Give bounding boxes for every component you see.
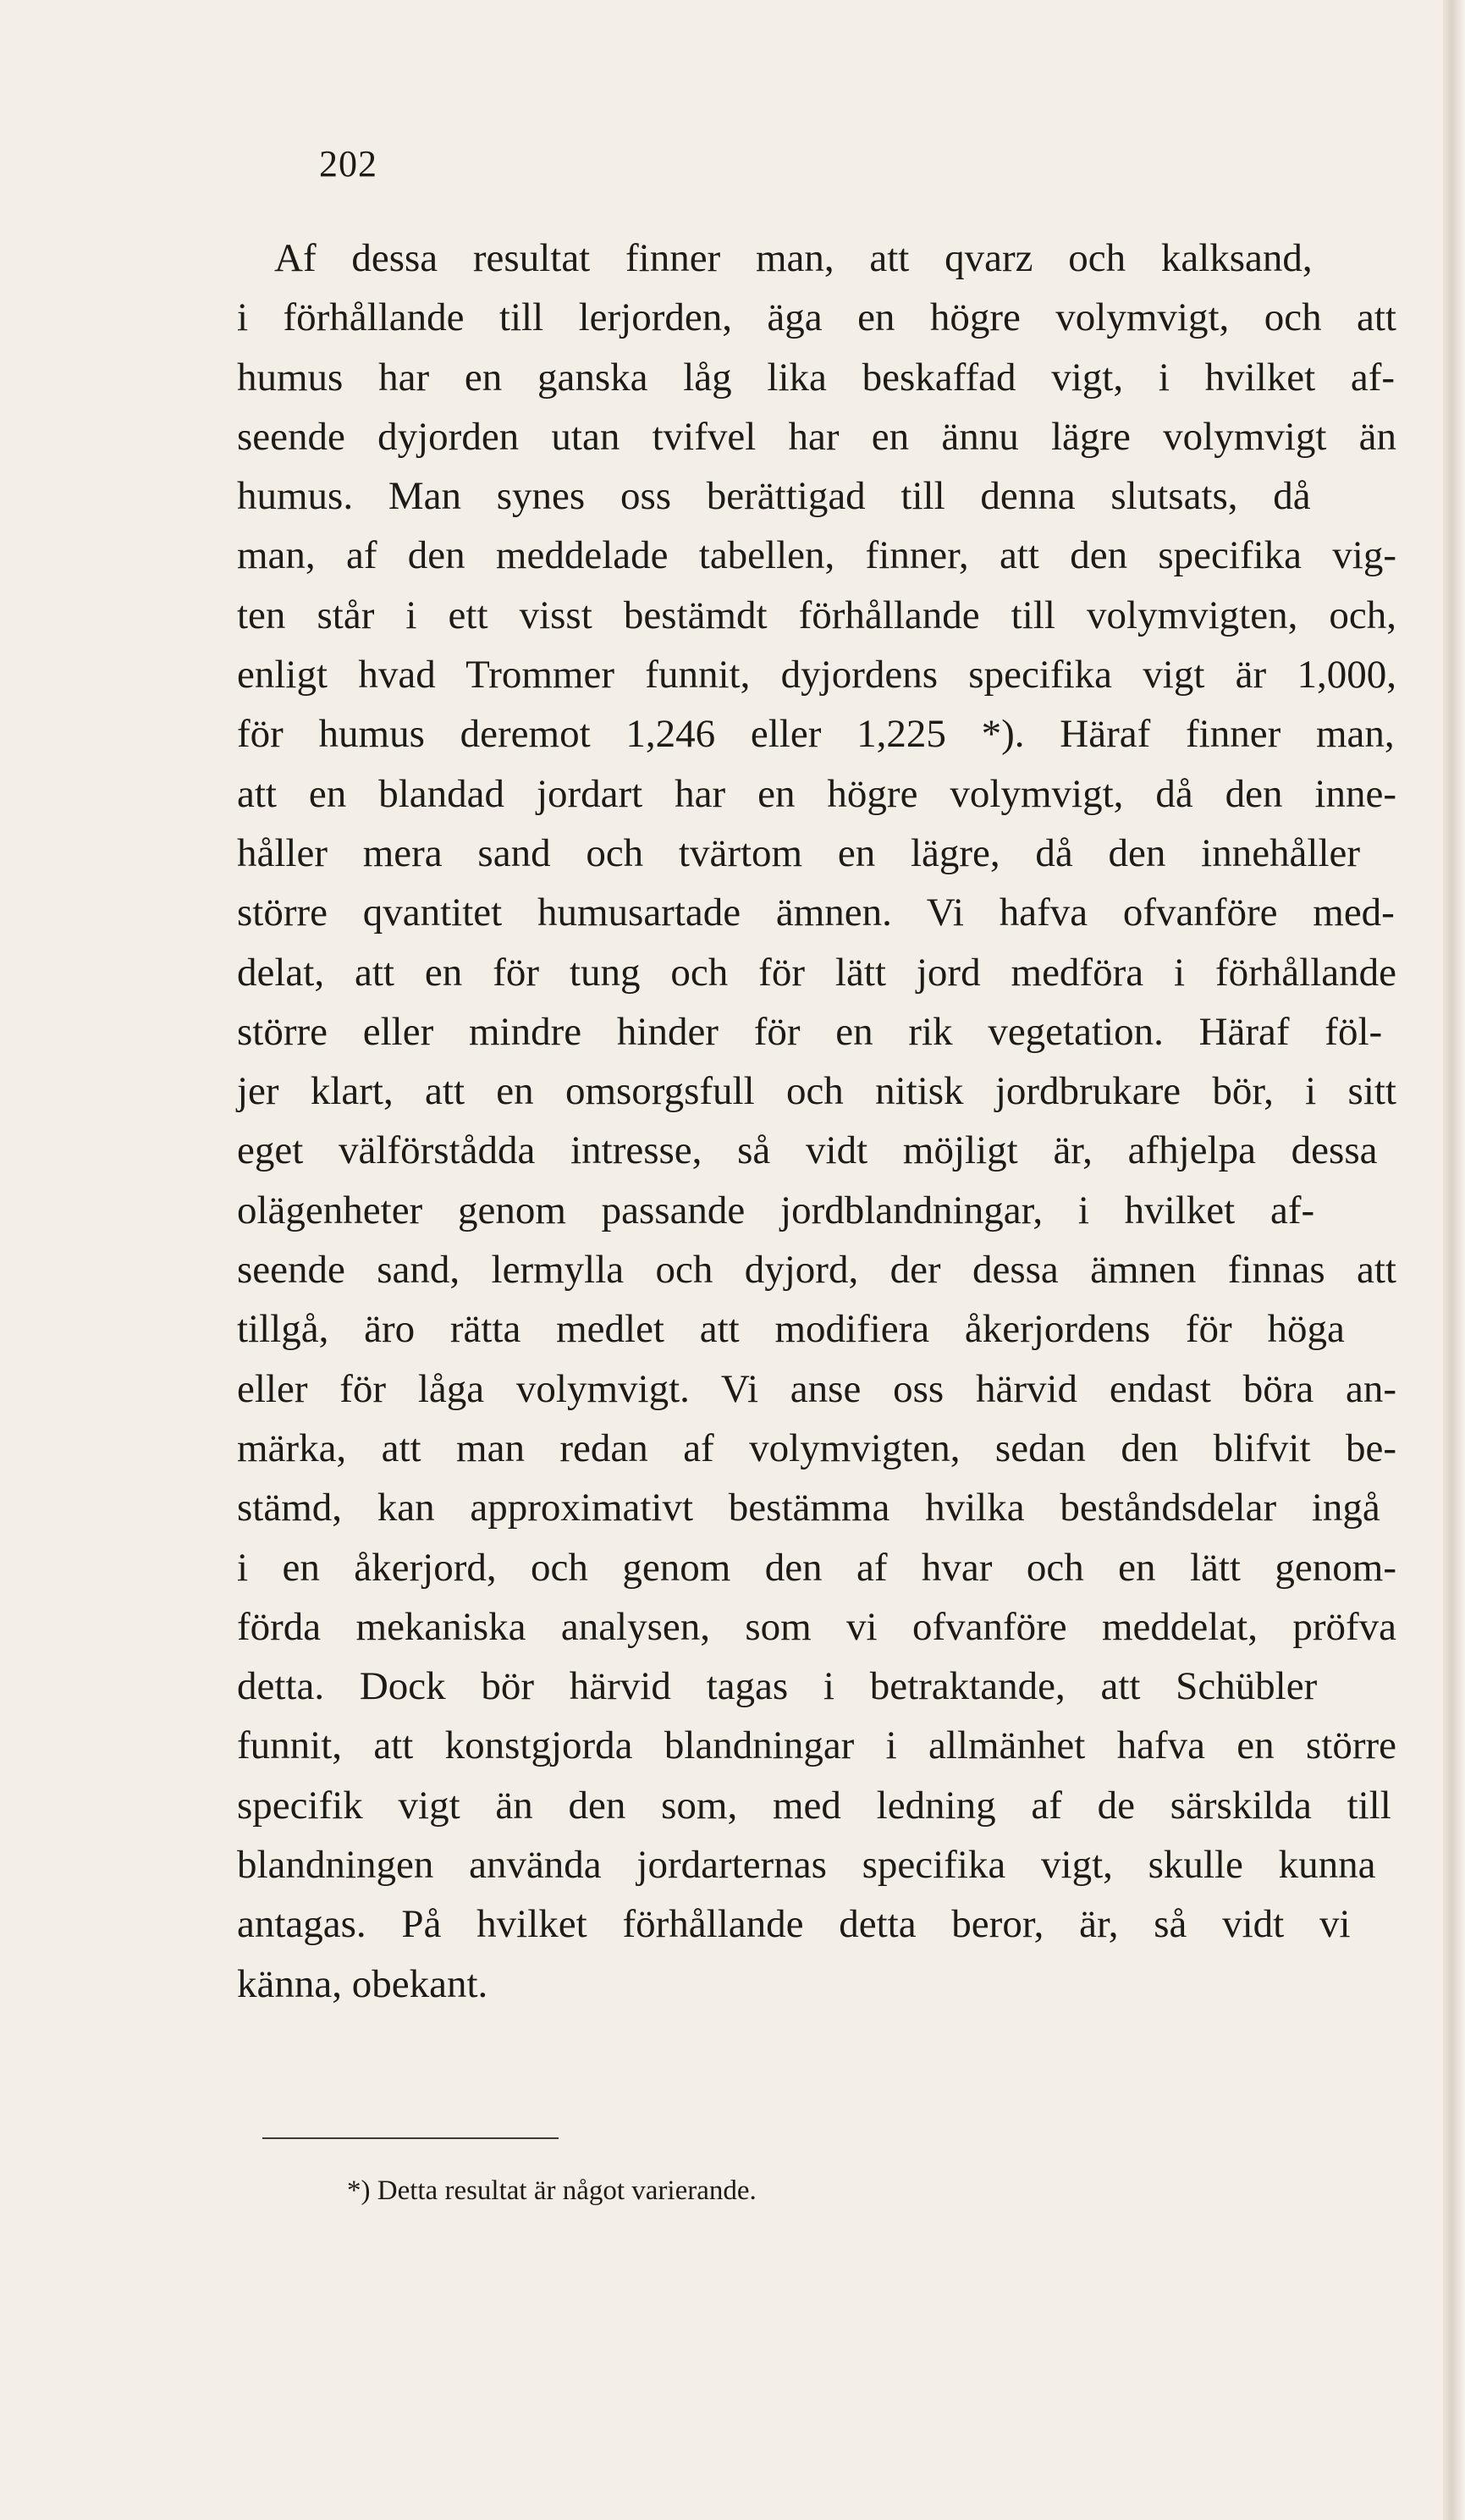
text-line: specifik vigt än den som, med ledning af de särskilda till	[237, 1783, 1391, 1828]
text-line: i en åkerjord, och genom den af hvar och en lätt genom-	[237, 1545, 1396, 1590]
text-line: seende sand, lermylla och dyjord, der dessa ämnen finnas att	[237, 1248, 1396, 1293]
text-line: stämd, kan approximativt bestämma hvilka beståndsdelar ingå	[237, 1486, 1380, 1530]
text-line: seende dyjorden utan tvifvel har en ännu lägre volymvigt än	[237, 414, 1396, 459]
text-line: förda mekaniska analysen, som vi ofvanföre meddelat, pröfva	[237, 1604, 1396, 1649]
text-line: tillgå, äro rätta medlet att modifiera åkerjordens för höga	[237, 1307, 1345, 1352]
text-line: humus har en ganska låg lika beskaffad vigt, i hvilket af-	[237, 355, 1396, 400]
text-line: detta. Dock bör härvid tagas i betraktande, att Schübler	[237, 1664, 1318, 1709]
text-line: större qvantitet humusartade ämnen. Vi hafva ofvanföre med-	[237, 891, 1395, 935]
text-line: större eller mindre hinder för en rik vegetation. Häraf föl-	[237, 1009, 1383, 1054]
footnote: *) Detta resultat är något varierande.	[347, 2175, 757, 2206]
text-line: att en blandad jordart har en högre volymvigt, då den inne-	[237, 771, 1396, 816]
page-edge	[1443, 0, 1465, 2520]
text-line: eget välförstådda intresse, så vidt möjligt är, afhjelpa dessa	[237, 1128, 1378, 1173]
text-line: man, af den meddelade tabellen, finner, att den specifika vig-	[237, 533, 1396, 578]
text-line: för humus deremot 1,246 eller 1,225 *). Häraf finner man,	[237, 712, 1395, 757]
text-line: enligt hvad Trommer funnit, dyjordens specifika vigt är 1,000,	[237, 653, 1396, 698]
body-text	[237, 229, 1396, 2014]
text-line: känna, obekant.	[237, 1961, 488, 2006]
text-line: ten står i ett visst bestämdt förhållande till volymvigten, och,	[237, 593, 1396, 637]
text-line: humus. Man synes oss berättigad till denna slutsats, då	[237, 474, 1311, 519]
text-line: funnit, att konstgjorda blandningar i allmänhet hafva en större	[237, 1723, 1396, 1768]
text-line: olägenheter genom passande jordblandningar, i hvilket af-	[237, 1188, 1315, 1232]
text-line: Af dessa resultat finner man, att qvarz och kalksand,	[274, 236, 1313, 280]
text-line: jer klart, att en omsorgsfull och nitisk jordbrukare bör, i sitt	[237, 1069, 1396, 1114]
text-line: blandningen använda jordarternas specifika vigt, skulle kunna	[237, 1843, 1376, 1888]
text-line: märka, att man redan af volymvigten, sedan den blifvit be-	[237, 1425, 1396, 1470]
page-number: 202	[319, 143, 377, 185]
text-line: eller för låga volymvigt. Vi anse oss härvid endast böra an-	[237, 1366, 1396, 1411]
text-line: i förhållande till lerjorden, äga en högre volymvigt, och att	[237, 295, 1396, 340]
text-line: delat, att en för tung och för lätt jord medföra i förhållande	[237, 950, 1396, 995]
text-line: håller mera sand och tvärtom en lägre, då den innehåller	[237, 830, 1361, 875]
text-line: antagas. På hvilket förhållande detta beror, är, så vidt vi	[237, 1902, 1351, 1947]
footnote-rule	[262, 2137, 559, 2139]
